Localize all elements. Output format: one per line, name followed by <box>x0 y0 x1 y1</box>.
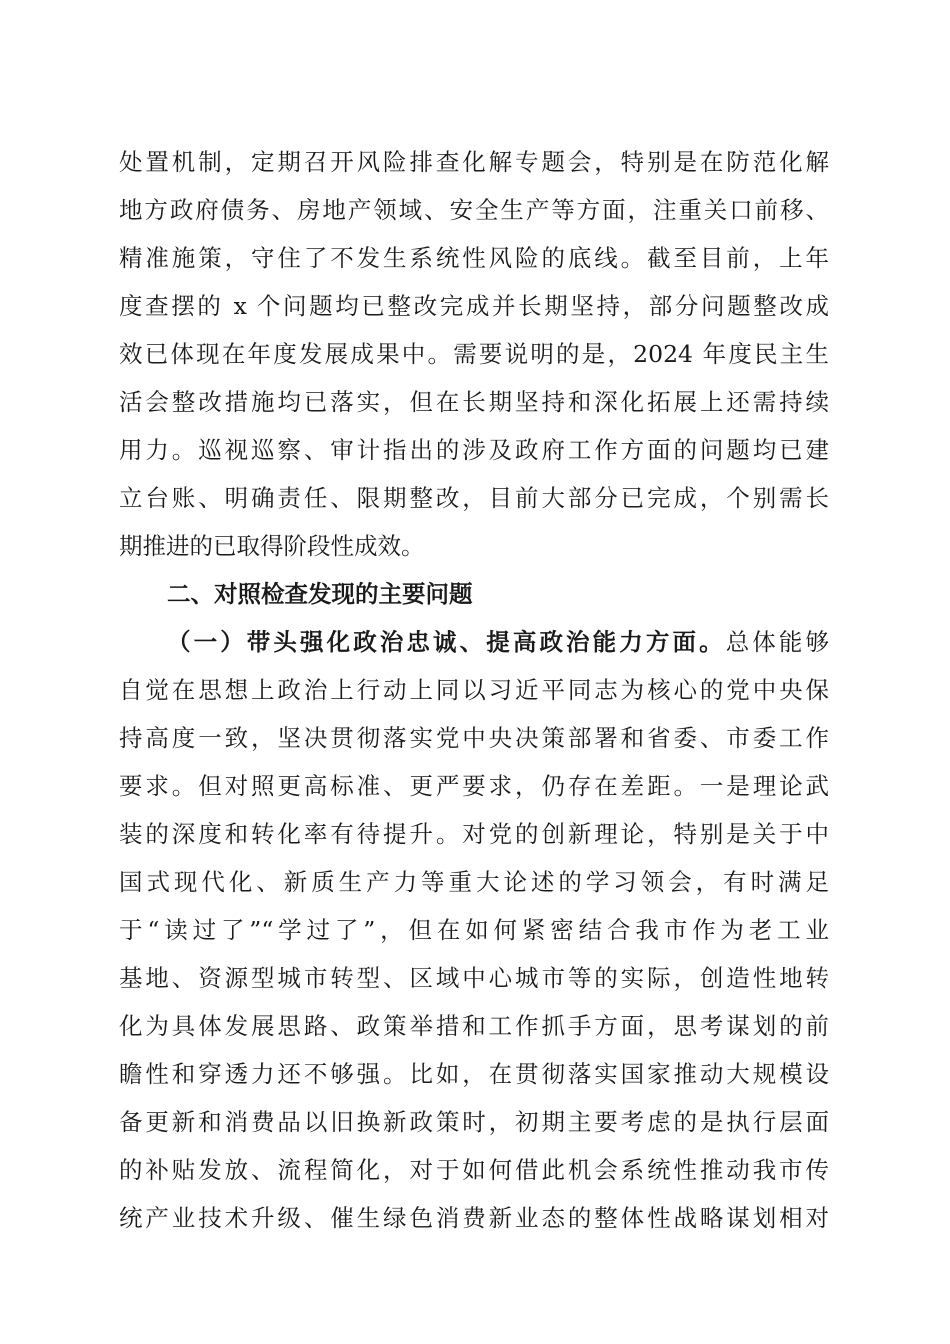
paragraph-line: 期推进的已取得阶段性成效。 <box>119 532 425 560</box>
paragraph-line: 装的深度和转化率有待提升。对党的创新理论，特别是关于中 <box>119 820 829 848</box>
paragraph-line: 的补贴发放、流程简化，对于如何借此机会系统性推动我市传 <box>119 1156 829 1184</box>
paragraph-line: 效已体现在年度发展成果中。需要说明的是，2024 年度民主生 <box>119 340 829 368</box>
paragraph-line: 度查摆的 x 个问题均已整改完成并长期坚持，部分问题整改成 <box>119 292 829 320</box>
paragraph-line: 要求。但对照更高标准、更严要求，仍存在差距。一是理论武 <box>119 772 829 800</box>
subsection-title: （一）带头强化政治忠诚、提高政治能力方面。 <box>167 628 726 656</box>
section-heading: 二、对照检查发现的主要问题 <box>167 580 473 608</box>
paragraph-line: 瞻性和穿透力还不够强。比如，在贯彻落实国家推动大规模设 <box>119 1060 829 1088</box>
subsection-first-line <box>167 618 829 666</box>
paragraph-line: 地方政府债务、房地产领域、安全生产等方面，注重关口前移、 <box>119 196 829 224</box>
paragraph-line: 精准施策，守住了不发生系统性风险的底线。截至目前，上年 <box>119 244 829 272</box>
paragraph-line: 持高度一致，坚决贯彻落实党中央决策部署和省委、市委工作 <box>119 724 829 752</box>
paragraph-line: 统产业技术升级、催生绿色消费新业态的整体性战略谋划相对 <box>119 1204 829 1232</box>
paragraph-line: 于“读过了”“学过了”，但在如何紧密结合我市作为老工业 <box>119 916 829 944</box>
subsection-first-line-rest: 总体能够 <box>725 628 830 656</box>
paragraph-line: 处置机制，定期召开风险排查化解专题会，特别是在防范化解 <box>119 148 829 176</box>
paragraph-line: 国式现代化、新质生产力等重大论述的学习领会，有时满足 <box>119 868 829 896</box>
paragraph-line: 活会整改措施均已落实，但在长期坚持和深化拓展上还需持续 <box>119 388 829 416</box>
paragraph-line: 备更新和消费品以旧换新政策时，初期主要考虑的是执行层面 <box>119 1108 829 1136</box>
paragraph-line: 化为具体发展思路、政策举措和工作抓手方面，思考谋划的前 <box>119 1012 829 1040</box>
paragraph-line: 立台账、明确责任、限期整改，目前大部分已完成，个别需长 <box>119 484 829 512</box>
paragraph-line: 基地、资源型城市转型、区域中心城市等的实际，创造性地转 <box>119 964 829 992</box>
paragraph-line: 用力。巡视巡察、审计指出的涉及政府工作方面的问题均已建 <box>119 436 829 464</box>
paragraph-line: 自觉在思想上政治上行动上同以习近平同志为核心的党中央保 <box>119 676 829 704</box>
